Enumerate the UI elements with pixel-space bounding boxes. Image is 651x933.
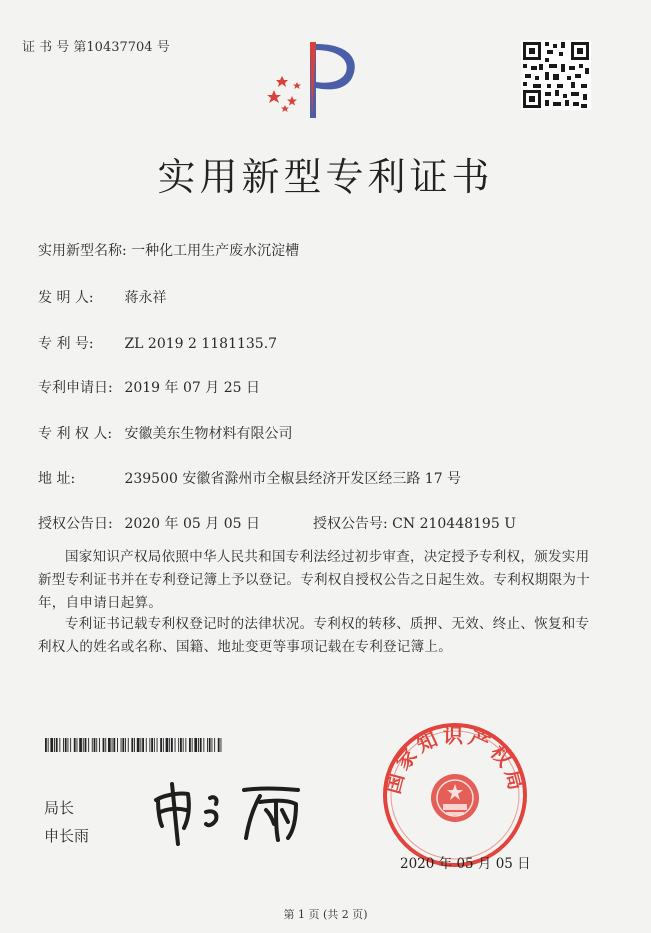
field-model-name — [38, 240, 299, 260]
field-patentee — [38, 423, 292, 443]
field-value: 安徽美东生物材料有限公司 — [124, 426, 293, 442]
field-label: 授权公告号: — [313, 516, 388, 532]
barcode — [45, 738, 223, 752]
field-label: 专 利 权 人: — [38, 426, 113, 442]
field-value: 239500 安徽省滁州市全椒县经济开发区经三路 17 号 — [124, 471, 462, 487]
field-grant-no — [313, 513, 516, 533]
seal-text: 国家知识产权局 — [380, 723, 530, 797]
seal-date: 2020 年 05 月 05 日 — [400, 856, 531, 872]
field-value: CN 210448195 U — [392, 516, 516, 532]
cnipa-logo — [252, 32, 372, 122]
field-value: 2020 年 05 月 05 日 — [124, 516, 260, 532]
paragraph-legal-status: 专利证书记载专利权登记时的法律状况。专利权的转移、质押、无效、终止、恢复和专利权人的姓名或名称、国籍、地址变更等事项记载在专利登记簿上。 — [38, 616, 590, 655]
field-label: 地 址: — [38, 471, 76, 487]
field-label: 授权公告日: — [38, 516, 113, 532]
field-value: 2019 年 07 月 25 日 — [124, 380, 260, 396]
qr-code — [521, 40, 591, 110]
field-label: 专 利 号: — [38, 336, 94, 352]
field-value: 一种化工用生产废水沉淀槽 — [131, 243, 300, 259]
page-footer: 第 1 页 (共 2 页) — [283, 908, 368, 921]
field-inventor — [38, 287, 166, 307]
field-filing-date — [38, 377, 260, 397]
field-label: 专利申请日: — [38, 380, 113, 396]
paragraph-grant: 国家知识产权局依照中华人民共和国专利法经过初步审查，决定授予专利权，颁发实用新型专利证书并在专利登记簿上予以登记。专利权自授权公告之日起生效。专利权期限为十年，自申请日起算。 — [38, 549, 590, 611]
director-title: 局长 — [44, 799, 75, 817]
field-value: ZL 2019 2 1181135.7 — [124, 336, 278, 352]
certificate-number: 证 书 号 第10437704 号 — [22, 40, 170, 55]
official-seal — [380, 720, 530, 870]
director-signature — [148, 778, 318, 848]
field-address — [38, 468, 461, 488]
field-label: 发 明 人: — [38, 290, 94, 306]
field-value: 蒋永祥 — [124, 290, 167, 306]
director-name: 申长雨 — [44, 827, 90, 845]
field-patent-no — [38, 333, 277, 353]
field-grant-date — [38, 513, 260, 533]
page-title: 实用新型专利证书 — [157, 155, 494, 199]
field-label: 实用新型名称: — [38, 243, 127, 259]
